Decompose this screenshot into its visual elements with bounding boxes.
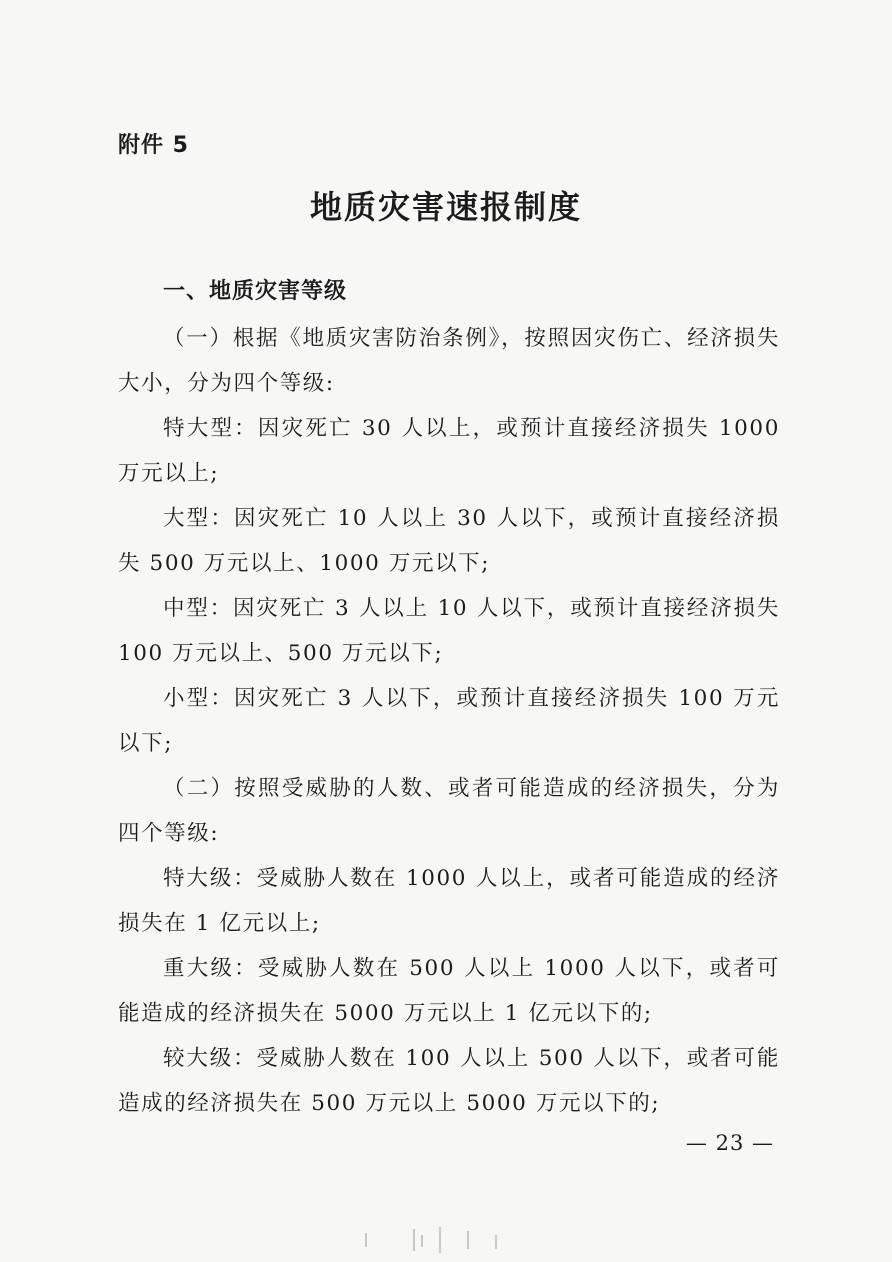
scan-artifact (355, 1225, 515, 1255)
page-number: — 23 — (685, 1131, 774, 1155)
document-title: 地质灾害速报制度 (309, 188, 582, 226)
paragraph-grade-large: 大型：因灾死亡 10 人以上 30 人以下，或预计直接经济损失 500 万元以上、1000 万元以下; (118, 506, 780, 576)
paragraph-grade-extra-large: 特大型：因灾死亡 30 人以上，或预计直接经济损失 1000 万元以上; (118, 416, 780, 486)
paragraph-level-major: 重大级：受威胁人数在 500 人以上 1000 人以下，或者可能造成的经济损失在 5000 万元以上 1 亿元以下的; (118, 956, 780, 1026)
paragraph-grade-medium: 中型：因灾死亡 3 人以上 10 人以下，或预计直接经济损失 100 万元以上、500 万元以下; (118, 596, 780, 666)
section-heading-grades: 一、地质灾害等级 (163, 279, 348, 304)
section-body (118, 316, 780, 1126)
paragraph-level-moderate: 较大级：受威胁人数在 100 人以上 500 人以下，或者可能造成的经济损失在 500 万元以上 5000 万元以下的; (118, 1046, 780, 1116)
attachment-label: 附件 5 (118, 133, 189, 158)
paragraph-level-extra-major: 特大级：受威胁人数在 1000 人以上，或者可能造成的经济损失在 1 亿元以上; (118, 866, 780, 936)
paragraph-grade-small: 小型：因灾死亡 3 人以下，或预计直接经济损失 100 万元以下; (118, 686, 780, 756)
paragraph-intro-casualty: （一）根据《地质灾害防治条例》，按照因灾伤亡、经济损失大小，分为四个等级: (118, 326, 780, 396)
paragraph-intro-threat: （二）按照受威胁的人数、或者可能造成的经济损失，分为四个等级: (118, 776, 780, 846)
